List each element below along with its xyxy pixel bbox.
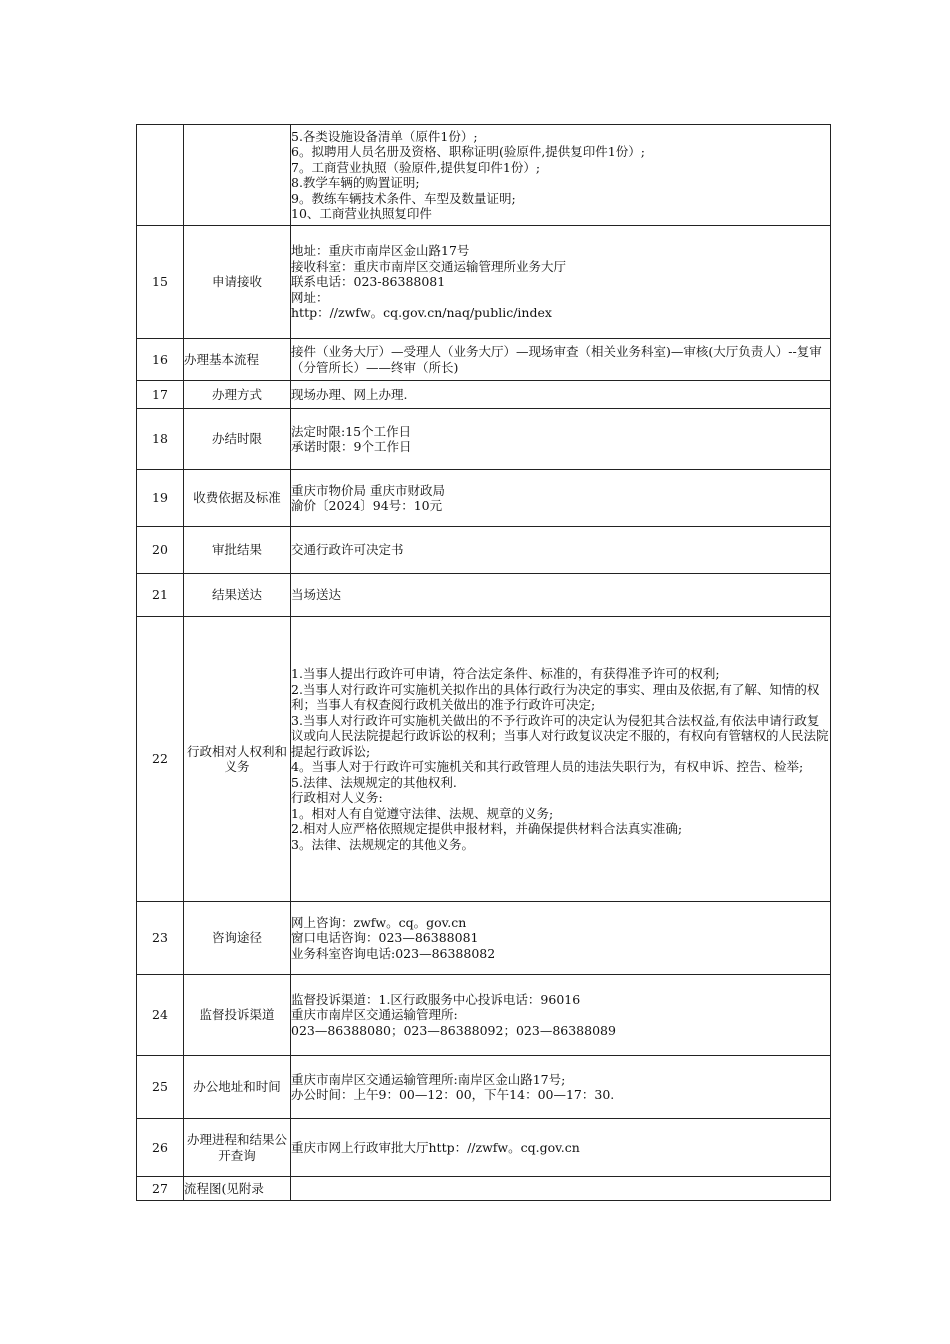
row-content [291,226,831,339]
content-line: 1。相对人有自觉遵守法律、法规、规章的义务; [291,805,554,821]
content-line: 2.相对人应严格依照规定提供申报材料，并确保提供材料合法真实准确; [291,821,683,836]
content-line: 1.当事人提出行政许可申请，符合法定条件、标准的，有获得准予许可的权利; [291,666,720,681]
row-label: 结果送达 [184,574,291,617]
content-line: 渝价〔2024〕94号：10元 [291,498,443,513]
content-line: 5.各类设施设备清单（原件1份）; [291,128,478,144]
row-number: 15 [137,226,184,339]
row-content [291,470,831,527]
content-line: 3。法律、法规规定的其他义务。 [291,836,474,852]
row-label: 收费依据及标准 [184,470,291,527]
content-line: http：//zwfw。cq.gov.cn/naq/public/index [291,305,552,321]
table-row [137,527,831,574]
content-line: 监督投诉渠道：1.区行政服务中心投诉电话：96016 [291,991,581,1007]
content-line: 10、工商营业执照复印件 [291,206,432,221]
row-label: 咨询途径 [184,902,291,975]
table-row [137,1119,831,1177]
content-line: 6。拟聘用人员名册及资格、职称证明(验原件,提供复印件1份）; [291,144,645,159]
table-row [137,381,831,409]
table-row [137,617,831,902]
row-content [291,381,831,409]
content-line: 网址： [291,289,329,305]
row-label: 流程图(见附录 [184,1177,291,1201]
row-number: 18 [137,409,184,470]
row-content [291,617,831,902]
table-row [137,409,831,470]
row-number: 16 [137,339,184,381]
row-number: 21 [137,574,184,617]
row-label: 行政相对人权利和义务 [184,617,291,902]
row-content [291,902,831,975]
content-line: 5.法律、法规规定的其他权利. [291,774,457,790]
table-row [137,1177,831,1201]
content-line: 网上咨询：zwfw。cq。gov.cn [291,914,467,930]
table-row [137,902,831,975]
row-content [291,339,831,381]
row-number: 22 [137,617,184,902]
row-number: 24 [137,975,184,1056]
table-row [137,226,831,339]
row-number: 19 [137,470,184,527]
content-line: 4。当事人对于行政许可实施机关和其行政管理人员的违法失职行为，有权申诉、控告、检举; [291,759,804,774]
content-line: 办公时间：上午9：00—12：00，下午14：00—17：30. [291,1087,615,1102]
content-line: 7。工商营业执照（验原件,提供复印件1份）; [291,159,541,175]
service-guide-table [136,124,831,1201]
table-row [137,339,831,381]
content-line: 重庆市南岸区交通运输管理所:南岸区金山路17号; [291,1071,566,1087]
row-label: 办公地址和时间 [184,1056,291,1119]
row-number: 23 [137,902,184,975]
content-line: 接收科室：重庆市南岸区交通运输管理所业务大厅 [291,258,567,274]
content-line: 8.教学车辆的购置证明; [291,175,420,190]
content-line: 现场办理、网上办理. [291,386,408,402]
row-label: 办结时限 [184,409,291,470]
content-line: 9。教练车辆技术条件、车型及数量证明; [291,190,516,206]
row-content [291,125,831,226]
row-label: 办理基本流程 [184,339,291,381]
content-line: 重庆市南岸区交通运输管理所: [291,1007,458,1023]
row-content [291,574,831,617]
content-line: 业务科室咨询电话:023—86388082 [291,945,496,961]
content-line: 窗口电话咨询：023—86388081 [291,930,479,946]
row-content [291,527,831,574]
row-number [137,125,184,226]
content-line: 当场送达 [291,587,342,603]
content-line: 023—86388080；023—86388092；023—86388089 [291,1022,616,1038]
row-number: 25 [137,1056,184,1119]
row-number: 17 [137,381,184,409]
row-label [184,125,291,226]
content-line: 接件（业务大厅）—受理人（业务大厅）—现场审查（相关业务科室)—审核(大厅负责人）--复审（分管所长）——终审（所长) [291,344,822,375]
content-line: 3.当事人对行政许可实施机关做出的不予行政许可的决定认为侵犯其合法权益,有依法申请行政复议或向人民法院提起行政诉讼的权利；当事人对行政复议决定不服的，有权向有管辖权的人民法院提起行政诉讼; [291,712,829,759]
table-row [137,574,831,617]
row-number: 27 [137,1177,184,1201]
row-content [291,1119,831,1177]
row-content [291,1056,831,1119]
table-row [137,975,831,1056]
row-number: 26 [137,1119,184,1177]
row-label: 审批结果 [184,527,291,574]
table-row [137,1056,831,1119]
content-line: 法定时限:15个工作日 [291,423,412,439]
content-line: 交通行政许可决定书 [291,542,404,558]
row-number: 20 [137,527,184,574]
table-row [137,470,831,527]
content-line: 重庆市物价局 重庆市财政局 [291,482,445,498]
row-content [291,975,831,1056]
row-label: 办理进程和结果公开查询 [184,1119,291,1177]
content-line: 地址：重庆市南岸区金山路17号 [291,243,470,259]
row-label: 申请接收 [184,226,291,339]
row-label: 监督投诉渠道 [184,975,291,1056]
table-row [137,125,831,226]
content-line: 行政相对人义务: [291,790,383,805]
row-content [291,409,831,470]
content-line: 2.当事人对行政许可实施机关拟作出的具体行政行为决定的事实、理由及依据,有了解、知情的权利；当事人有权查阅行政机关做出的准予行政许可决定; [291,681,820,712]
content-line: 重庆市网上行政审批大厅http：//zwfw。cq.gov.cn [291,1139,580,1155]
row-label: 办理方式 [184,381,291,409]
row-content [291,1177,831,1201]
content-line: 联系电话：023-86388081 [291,274,446,290]
content-line: 承诺时限：9个工作日 [291,439,412,454]
